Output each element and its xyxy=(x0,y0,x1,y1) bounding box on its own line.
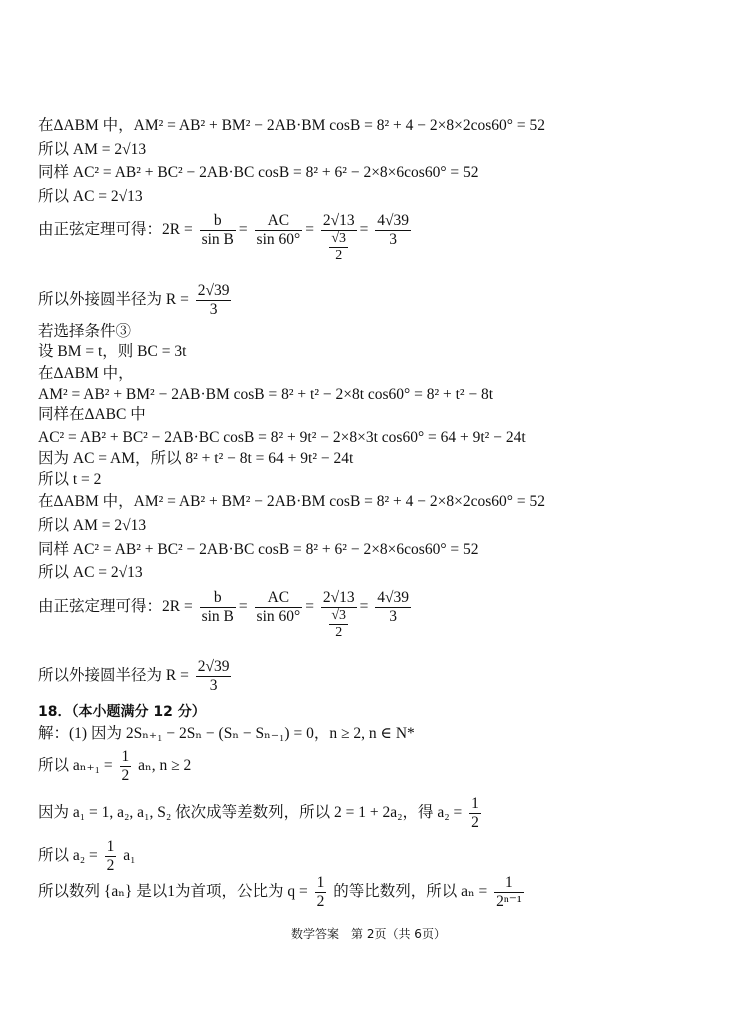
line-geometric-seq: 所以数列 {aₙ} 是以1为首项，公比为 q = $\frac{1}{2}$ 的等比数列，所以 aₙ = $\frac{1}{\text{2ⁿ⁻¹}}$ xyxy=(38,874,522,910)
line-abm-cosine: 在ΔABM 中，AM² = AB² + BM² − 2AB·BM cosB = 8² + 4 − 2×8×2cos60° = 52 xyxy=(38,117,545,134)
line-am-value: 所以 AM = 2√13 xyxy=(38,141,147,158)
line-sine-rule-2: 由正弦定理可得：2R = $\frac{b}{\text{sin B}}$ = $\frac{AC}{\sin 60^\circ}$ = $\frac{2√13}{\frac{√3}{2}}$ = $\frac{4√39}{3}$ xyxy=(38,589,409,640)
fraction-ac-sin60-2: $\frac{AC}{\sin 60^\circ}$ xyxy=(256,589,301,625)
sine-rule-prefix: 由正弦定理可得：2R = xyxy=(38,221,193,239)
line-am-squared: AM² = AB² + BM² − 2AB·BM cosB = 8² + t² − 2×8t cos60° = 8² + t² − 8t xyxy=(38,386,494,403)
line-condition-3: 若选择条件③ xyxy=(38,323,132,340)
line-abm-cosine-2: 在ΔABM 中，AM² = AB² + BM² − 2AB·BM cosB = 8² + 4 − 2×8×2cos60° = 52 xyxy=(38,493,545,510)
line-arithmetic-seq: 因为 a₁ = 1, a₂, a₁, S₂ 依次成等差数列，所以 2 = 1 + 2a₂，得 a₂ = $\frac{1}{2}$ xyxy=(38,795,479,831)
line-ac-cosine: 同样 AC² = AB² + BC² − 2AB·BC cosB = 8² + 6² − 2×8×6cos60° = 52 xyxy=(38,164,479,181)
fraction-ac-sin60: $\frac{AC}{\sin 60^\circ}$ xyxy=(256,212,301,248)
fraction-nested: $\frac{2√13}{\frac{√3}{2}}$ xyxy=(322,212,355,263)
fraction-nested-2: $\frac{2√13}{\frac{√3}{2}}$ xyxy=(322,589,355,640)
fraction-radius-2: $\frac{2√39}{3}$ xyxy=(197,658,230,694)
line-set-bm: 设 BM = t，则 BC = 3t xyxy=(38,343,187,360)
fraction-half-1: $\frac{1}{2}$ xyxy=(121,748,130,784)
fraction-b-sinB: $\frac{b}{\text{sin B}}$ xyxy=(201,212,234,248)
fraction-b-sinB-2: $\frac{b}{\text{sin B}}$ xyxy=(201,589,234,625)
line-radius-2: 所以外接圆半径为 R = $\frac{2√39}{3}$ xyxy=(38,658,230,694)
fraction-ratio: $\frac{1}{2}$ xyxy=(316,874,325,910)
question-18-heading: 18．（本小题满分 12 分） xyxy=(38,704,206,720)
line-radius-1: 所以外接圆半径为 R = $\frac{2√39}{3}$ xyxy=(38,282,230,318)
fraction-an: $\frac{1}{\text{2ⁿ⁻¹}}$ xyxy=(496,874,522,910)
line-ac-cosine-2: 同样 AC² = AB² + BC² − 2AB·BC cosB = 8² + 6² − 2×8×6cos60° = 52 xyxy=(38,541,479,558)
line-sine-rule-1: 由正弦定理可得：2R = $\frac{b}{\text{sin B}}$ = $\frac{AC}{\sin 60^\circ}$ = $\frac{2√13}{\frac{√3}{2}}$ = $\frac{4√39}{3}$ xyxy=(38,212,409,263)
line-ac-value-2: 所以 AC = 2√13 xyxy=(38,564,143,581)
line-recurrence: 所以 aₙ₊₁ = $\frac{1}{2}$ aₙ, n ≥ 2 xyxy=(38,748,192,784)
line-ac-squared: AC² = AB² + BC² − 2AB·BC cosB = 8² + 9t² − 2×8×3t cos60° = 64 + 9t² − 24t xyxy=(38,429,526,446)
fraction-half-3: $\frac{1}{2}$ xyxy=(106,838,115,874)
fraction-radius: $\frac{2√39}{3}$ xyxy=(197,282,230,318)
line-in-abm: 在ΔABM 中， xyxy=(38,365,134,382)
line-ac-equals-am: 因为 AC = AM，所以 8² + t² − 8t = 64 + 9t² − 24t xyxy=(38,450,354,467)
page-footer: 数学答案 第 2页（共 6页） xyxy=(291,927,446,941)
line-ac-value: 所以 AC = 2√13 xyxy=(38,188,143,205)
fraction-4sqrt39: $\frac{4√39}{3}$ xyxy=(377,212,409,248)
line-solution-start: 解：(1) 因为 2Sₙ₊₁ − 2Sₙ − (Sₙ − Sₙ₋₁) = 0，n ≥ 2, n ∈ N* xyxy=(38,725,415,742)
line-am-value-2: 所以 AM = 2√13 xyxy=(38,517,147,534)
line-in-abc: 同样在ΔABC 中 xyxy=(38,406,146,423)
fraction-4sqrt39-2: $\frac{4√39}{3}$ xyxy=(377,589,409,625)
line-a2-relation: 所以 a₂ = $\frac{1}{2}$ a₁ xyxy=(38,838,136,874)
fraction-half-2: $\frac{1}{2}$ xyxy=(471,795,479,831)
line-t-value: 所以 t = 2 xyxy=(38,471,102,488)
